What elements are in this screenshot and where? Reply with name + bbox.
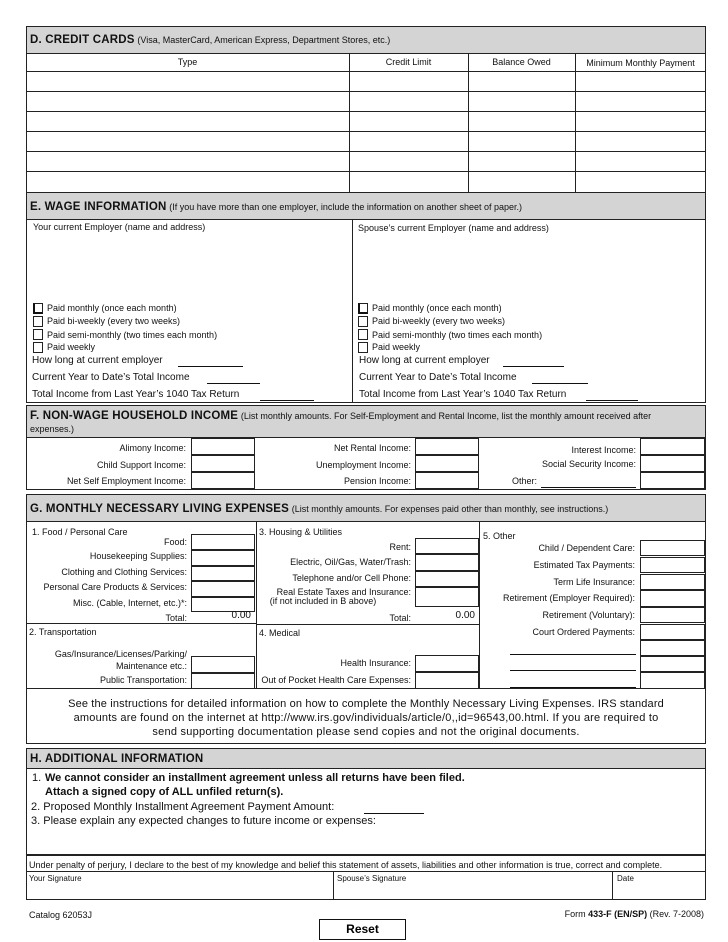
pension-label: Pension Income: [343, 476, 411, 486]
retirement-voluntary-input[interactable] [640, 607, 705, 623]
spouse-paid-weekly-label: Paid weekly [372, 342, 421, 352]
wage-header [26, 192, 706, 220]
phone-label: Telephone and/or Cell Phone: [292, 573, 411, 583]
paid-weekly-checkbox[interactable] [33, 342, 43, 353]
rent-label: Rent: [389, 542, 411, 552]
nonwage-header [26, 405, 706, 438]
est-tax-input[interactable] [640, 557, 705, 573]
credit-row-1-limit[interactable] [350, 72, 467, 90]
interest-input[interactable] [640, 438, 705, 455]
expected-changes-input[interactable] [30, 829, 702, 851]
other-income-input[interactable] [640, 472, 705, 489]
ytd-income-input[interactable] [207, 383, 260, 384]
nonwage-title: F. NON-WAGE HOUSEHOLD INCOME [30, 410, 239, 422]
nonwage-note: (List monthly amounts. For Self-Employment and Rental Income, list the monthly amount received after [240, 411, 652, 421]
unemployment-label: Unemployment Income: [315, 460, 411, 470]
spouse-ytd-income-label: Current Year to Date’s Total Income [359, 372, 517, 383]
life-insurance-input[interactable] [640, 574, 705, 590]
additional-title: H. ADDITIONAL INFORMATION [30, 753, 204, 765]
spouse-paid-monthly-checkbox[interactable] [358, 303, 368, 314]
other-expense-2-input[interactable] [640, 656, 705, 672]
instructions-line-3: send supporting documentation please send copies and not the original documents. [152, 726, 580, 738]
other-income-label: Other: [512, 476, 538, 486]
alimony-input[interactable] [191, 438, 255, 455]
spouse-ytd-income-input[interactable] [532, 383, 588, 384]
public-transport-input[interactable] [191, 673, 255, 689]
life-insurance-label: Term Life Insurance: [553, 577, 635, 587]
est-tax-label: Estimated Tax Payments: [533, 560, 635, 570]
paid-monthly-checkbox[interactable] [33, 303, 43, 314]
utilities-input[interactable] [415, 554, 479, 571]
your-signature-field[interactable] [28, 884, 331, 899]
instructions-line-2: amounts are found on the internet at http://www.irs.gov/individuals/article/0,,id=96543,00.html. If you are required to [73, 712, 659, 724]
court-payments-label: Court Ordered Payments: [532, 627, 635, 637]
housing-section-title: 3. Housing & Utilities [259, 527, 343, 537]
food-total-value: 0.00 [231, 610, 251, 621]
reset-button[interactable]: Reset [319, 919, 406, 940]
item1-line-a: We cannot consider an installment agreement unless all returns have been filed. [45, 772, 465, 784]
court-payments-input[interactable] [640, 624, 705, 640]
form-id [490, 909, 704, 919]
transport-section-title: 2. Transportation [29, 627, 97, 637]
other-expense-2-description[interactable] [510, 670, 636, 671]
form-number: 433-F (EN/SP) [588, 909, 648, 919]
child-support-input[interactable] [191, 455, 255, 472]
spouse-paid-biweekly-label: Paid bi-weekly (every two weeks) [372, 316, 506, 326]
spouse-paid-monthly-label: Paid monthly (once each month) [372, 303, 502, 313]
spouse-last-year-income-label: Total Income from Last Year’s 1040 Tax Return [359, 389, 567, 400]
housing-total-label: Total: [389, 613, 411, 623]
rent-input[interactable] [415, 538, 479, 554]
paid-biweekly-label: Paid bi-weekly (every two weeks) [47, 316, 181, 326]
last-year-income-label: Total Income from Last Year’s 1040 Tax Return [32, 389, 240, 400]
personal-care-input[interactable] [191, 581, 255, 597]
credit-cards-header [26, 26, 706, 54]
spouse-employer-label: Spouse’s current Employer (name and address) [358, 223, 549, 233]
social-security-input[interactable] [640, 455, 705, 472]
re-taxes-sublabel: (if not included in B above) [269, 596, 377, 606]
other-expense-3-input[interactable] [640, 672, 705, 689]
credit-row-1-type[interactable] [27, 72, 348, 90]
paid-semimonthly-checkbox[interactable] [33, 329, 43, 340]
child-care-input[interactable] [640, 540, 705, 556]
instructions-line-1: See the instructions for detailed information on how to complete the Monthly Necessary Living Expenses. IRS standard [68, 698, 664, 710]
food-section-title: 1. Food / Personal Care [32, 527, 128, 537]
public-transport-label: Public Transportation: [99, 675, 187, 685]
nonwage-note-2: expenses.) [30, 424, 75, 434]
expenses-header [26, 494, 706, 522]
unemployment-input[interactable] [415, 455, 479, 472]
spouse-how-long-label: How long at current employer [359, 355, 490, 366]
col-balance-owed: Balance Owed [492, 57, 551, 67]
wage-note: (If you have more than one employer, include the information on another sheet of paper.) [169, 202, 522, 212]
misc-label: Misc. (Cable, Internet, etc.)*: [72, 598, 187, 608]
other-section-title: 5. Other [483, 531, 516, 541]
rental-label: Net Rental Income: [333, 443, 411, 453]
food-label: Food: [163, 537, 187, 547]
item2-label: 2. Proposed Monthly Installment Agreement Payment Amount: [31, 801, 335, 813]
medical-section-title: 4. Medical [259, 628, 301, 638]
last-year-income-input[interactable] [260, 400, 314, 401]
gas-maintenance-input[interactable] [191, 656, 255, 673]
utilities-label: Electric, Oil/Gas, Water/Trash: [290, 557, 411, 567]
alimony-label: Alimony Income: [119, 443, 186, 453]
spouse-paid-semimonthly-label: Paid semi-monthly (two times each month) [372, 330, 543, 340]
health-insurance-label: Health Insurance: [340, 658, 411, 668]
food-input[interactable] [191, 534, 255, 550]
personal-care-label: Personal Care Products & Services: [43, 582, 187, 592]
oop-label: Out of Pocket Health Care Expenses: [261, 675, 411, 685]
spouse-how-long-input[interactable] [503, 366, 564, 367]
self-employment-input[interactable] [191, 472, 255, 489]
interest-label: Interest Income: [571, 445, 636, 455]
col-credit-limit: Credit Limit [385, 57, 432, 67]
credit-row-1-balance[interactable] [469, 72, 574, 90]
paid-semimonthly-label: Paid semi-monthly (two times each month) [47, 330, 218, 340]
credit-row-1-min-payment[interactable] [576, 72, 705, 90]
additional-header [26, 748, 706, 769]
employer-label: Your current Employer (name and address) [33, 222, 206, 232]
date-label: Date [617, 874, 634, 883]
child-care-label: Child / Dependent Care: [538, 543, 635, 553]
paid-weekly-label: Paid weekly [47, 342, 96, 352]
col-min-payment: Minimum Monthly Payment [586, 58, 695, 68]
item1-line-b: Attach a signed copy of ALL unfiled return(s). [45, 786, 284, 798]
perjury-statement: Under penalty of perjury, I declare to the best of my knowledge and belief this statement of assets, liabilities and other information is true, correct and complete. [29, 860, 663, 870]
other-income-description[interactable] [541, 487, 636, 488]
other-expense-1-input[interactable] [640, 640, 705, 656]
proposed-payment-input[interactable] [364, 813, 424, 814]
paid-biweekly-checkbox[interactable] [33, 316, 43, 327]
col-type: Type [177, 57, 198, 67]
how-long-input[interactable] [178, 366, 243, 367]
spouse-signature-label: Spouse’s Signature [337, 874, 407, 883]
clothing-input[interactable] [191, 566, 255, 581]
clothing-label: Clothing and Clothing Services: [61, 567, 187, 577]
credit-cards-note: (Visa, MasterCard, American Express, Department Stores, etc.) [137, 35, 391, 45]
spouse-signature-field[interactable] [335, 884, 610, 899]
housing-total-value: 0.00 [455, 610, 475, 621]
employer-input[interactable] [30, 235, 348, 297]
retirement-required-label: Retirement (Employer Required): [502, 593, 635, 603]
food-total-label: Total: [165, 613, 187, 623]
ytd-income-label: Current Year to Date’s Total Income [32, 372, 190, 383]
maintenance-label: Maintenance etc.: [115, 661, 187, 671]
date-field[interactable] [614, 884, 704, 899]
item1-number: 1. [32, 772, 42, 784]
gas-label: Gas/Insurance/Licenses/Parking/ [54, 649, 187, 659]
paid-monthly-label: Paid monthly (once each month) [47, 303, 177, 313]
re-taxes-input[interactable] [415, 587, 479, 607]
pension-input[interactable] [415, 472, 479, 489]
form-revision: (Rev. 7-2008) [647, 909, 704, 919]
social-security-label: Social Security Income: [541, 459, 636, 469]
self-employment-label: Net Self Employment Income: [66, 476, 186, 486]
spouse-paid-weekly-checkbox[interactable] [358, 342, 368, 353]
retirement-required-input[interactable] [640, 590, 705, 607]
credit-cards-title: D. CREDIT CARDS [30, 34, 135, 46]
how-long-label: How long at current employer [32, 355, 163, 366]
health-insurance-input[interactable] [415, 655, 479, 672]
catalog-number: Catalog 62053J [29, 910, 93, 920]
expenses-note: (List monthly amounts. For expenses paid other than monthly, see instructions.) [291, 504, 609, 514]
retirement-voluntary-label: Retirement (Voluntary): [542, 610, 635, 620]
spouse-employer-input[interactable] [356, 236, 702, 298]
spouse-paid-biweekly-checkbox[interactable] [358, 316, 368, 327]
rental-input[interactable] [415, 438, 479, 455]
housekeeping-input[interactable] [191, 550, 255, 566]
form-prefix: Form [564, 909, 589, 919]
oop-input[interactable] [415, 672, 479, 689]
spouse-last-year-income-input[interactable] [586, 400, 638, 401]
wage-title: E. WAGE INFORMATION [30, 201, 167, 213]
phone-input[interactable] [415, 571, 479, 587]
item3-label: 3. Please explain any expected changes to future income or expenses: [31, 815, 376, 827]
your-signature-label: Your Signature [29, 874, 82, 883]
housekeeping-label: Housekeeping Supplies: [89, 551, 187, 561]
re-taxes-label: Real Estate Taxes and Insurance: [276, 587, 411, 597]
child-support-label: Child Support Income: [96, 460, 186, 470]
other-expense-1-description[interactable] [510, 654, 636, 655]
expenses-title: G. MONTHLY NECESSARY LIVING EXPENSES [30, 503, 289, 515]
spouse-paid-semimonthly-checkbox[interactable] [358, 329, 368, 340]
